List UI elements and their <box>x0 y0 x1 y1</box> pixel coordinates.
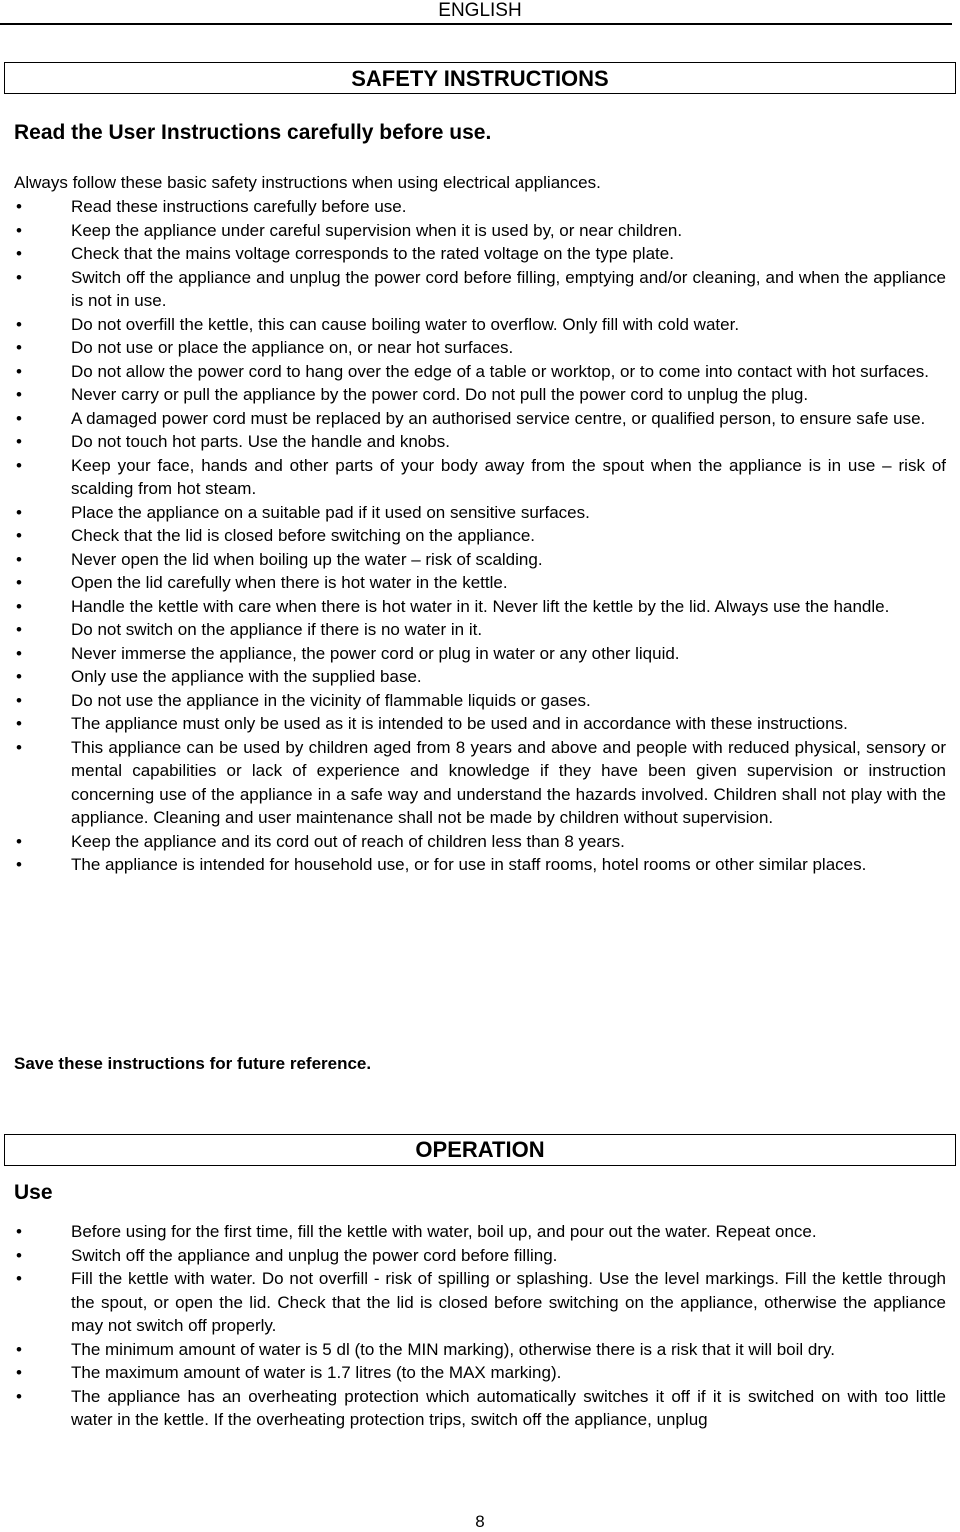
list-item <box>0 618 946 642</box>
list-item <box>0 195 946 219</box>
safety-lead-heading: Read the User Instructions carefully before use. <box>14 121 492 144</box>
bullet-icon: • <box>16 1245 22 1265</box>
list-item <box>0 454 946 501</box>
list-item-text: Do not use the appliance in the vicinity of flammable liquids or gases. <box>71 690 591 710</box>
bullet-icon: • <box>16 314 22 334</box>
list-item <box>0 571 946 595</box>
list-item <box>0 736 946 830</box>
safety-title: SAFETY INSTRUCTIONS <box>351 66 609 91</box>
list-item <box>0 595 946 619</box>
list-item <box>0 313 946 337</box>
list-item <box>0 665 946 689</box>
list-item <box>0 266 946 313</box>
list-item-text: The appliance has an overheating protection which automatically switches it off if it is switched on with too little water in the kettle. If the overheating protection trips, switch off the appliance, unplug <box>71 1386 946 1429</box>
list-item <box>0 219 946 243</box>
operation-subheading: Use <box>14 1181 53 1204</box>
header-divider <box>0 23 952 25</box>
bullet-icon: • <box>16 361 22 381</box>
list-item <box>0 1220 946 1244</box>
bullet-icon: • <box>16 385 22 404</box>
list-item-text: Switch off the appliance and unplug the power cord before filling. <box>71 1245 558 1265</box>
list-item <box>0 712 946 736</box>
list-item <box>0 336 946 360</box>
list-item-text: Do not use or place the appliance on, or near hot surfaces. <box>71 338 514 357</box>
bullet-icon: • <box>16 1386 22 1406</box>
list-item-text: The appliance must only be used as it is intended to be used and in accordance with these instructions. <box>71 714 848 733</box>
bullet-icon: • <box>16 690 22 710</box>
list-item <box>0 524 946 548</box>
list-item-text: Check that the lid is closed before switching on the appliance. <box>71 526 535 545</box>
list-item-text: The appliance is intended for household use, or for use in staff rooms, hotel rooms or other similar places. <box>71 855 867 874</box>
list-item <box>0 430 946 454</box>
list-item-text: Keep your face, hands and other parts of your body away from the spout when the appliance is in use – risk of scalding from hot steam. <box>71 455 946 498</box>
list-item-text: Do not allow the power cord to hang over the edge of a table or worktop, or to come into contact with hot surfaces. <box>71 361 930 381</box>
safety-footer-note: Save these instructions for future reference. <box>14 1054 372 1073</box>
operation-title: OPERATION <box>415 1137 545 1162</box>
bullet-icon: • <box>16 1363 22 1382</box>
list-item-text: Only use the appliance with the supplied base. <box>71 667 422 686</box>
list-item-text: Never immerse the appliance, the power cord or plug in water or any other liquid. <box>71 643 680 663</box>
list-item-text: Do not touch hot parts. Use the handle and knobs. <box>71 432 450 451</box>
list-item-text: Keep the appliance under careful supervision when it is used by, or near children. <box>71 220 683 240</box>
list-item-text: The minimum amount of water is 5 dl (to the MIN marking), otherwise there is a risk that it will boil dry. <box>71 1339 835 1359</box>
list-item <box>0 548 946 572</box>
list-item <box>0 1267 946 1338</box>
bullet-icon: • <box>16 667 22 686</box>
bullet-icon: • <box>16 831 22 851</box>
bullet-icon: • <box>16 1339 22 1359</box>
bullet-icon: • <box>16 549 22 569</box>
list-item <box>0 360 946 384</box>
bullet-icon: • <box>16 1222 22 1241</box>
safety-list <box>0 195 946 877</box>
list-item-text: This appliance can be used by children aged from 8 years and above and people with reduced physical, sensory or mental capabilities or lack of experience and knowledge if they have been given supervision or instruction concerning use of the appliance in a safe way and understand the hazards involved. Children shall not play with the appliance. Cleaning and user maintenance shall not be made by children without supervision. <box>71 737 946 827</box>
operation-list <box>0 1220 946 1432</box>
list-item-text: Handle the kettle with care when there is hot water in it. Never lift the kettle by the lid. Always use the handle. <box>71 596 890 616</box>
list-item-text: Fill the kettle with water. Do not overfill - risk of spilling or splashing. Use the level markings. Fill the kettle through the spout, or open the lid. Check that the lid is closed before switching on the appliance, otherwise the appliance may not switch off properly. <box>71 1269 946 1335</box>
bullet-icon: • <box>16 596 22 616</box>
bullet-icon: • <box>16 338 22 357</box>
list-item-text: Never carry or pull the appliance by the power cord. Do not pull the power cord to unplug the plug. <box>71 385 809 404</box>
list-item <box>0 642 946 666</box>
list-item-text: Check that the mains voltage corresponds to the rated voltage on the type plate. <box>71 244 674 263</box>
list-item-text: Do not switch on the appliance if there is no water in it. <box>71 620 483 639</box>
list-item-text: Do not overfill the kettle, this can cause boiling water to overflow. Only fill with cold water. <box>71 314 740 334</box>
bullet-icon: • <box>16 220 22 240</box>
list-item-text: The maximum amount of water is 1.7 litres (to the MAX marking). <box>71 1363 562 1382</box>
list-item <box>0 830 946 854</box>
page-number: 8 <box>475 1512 485 1531</box>
bullet-icon: • <box>16 643 22 663</box>
list-item-text: Open the lid carefully when there is hot water in the kettle. <box>71 573 508 592</box>
bullet-icon: • <box>16 526 22 545</box>
bullet-icon: • <box>16 455 22 475</box>
bullet-icon: • <box>16 267 22 287</box>
list-item <box>0 407 946 431</box>
list-item <box>0 853 946 877</box>
bullet-icon: • <box>16 573 22 592</box>
list-item <box>0 383 946 407</box>
header-language: ENGLISH <box>438 0 522 21</box>
safety-intro: Always follow these basic safety instructions when using electrical appliances. <box>14 173 601 192</box>
bullet-icon: • <box>16 1269 22 1288</box>
list-item-text: Read these instructions carefully before use. <box>71 197 407 216</box>
list-item <box>0 1338 946 1362</box>
list-item <box>0 1385 946 1432</box>
bullet-icon: • <box>16 197 22 216</box>
list-item <box>0 1361 946 1385</box>
list-item <box>0 1244 946 1268</box>
list-item <box>0 501 946 525</box>
list-item-text: Place the appliance on a suitable pad if it used on sensitive surfaces. <box>71 502 590 522</box>
list-item <box>0 689 946 713</box>
bullet-icon: • <box>16 714 22 733</box>
list-item-text: Switch off the appliance and unplug the power cord before filling, emptying and/or cleaning, and when the appliance is not in use. <box>71 267 946 310</box>
list-item-text: Keep the appliance and its cord out of reach of children less than 8 years. <box>71 831 625 851</box>
list-item-text: Before using for the first time, fill the kettle with water, boil up, and pour out the water. Repeat once. <box>71 1222 817 1241</box>
bullet-icon: • <box>16 244 22 263</box>
list-item-text: Never open the lid when boiling up the water – risk of scalding. <box>71 549 543 569</box>
bullet-icon: • <box>16 620 22 639</box>
bullet-icon: • <box>16 855 22 874</box>
list-item-text: A damaged power cord must be replaced by an authorised service centre, or qualified person, to ensure safe use. <box>71 408 926 428</box>
bullet-icon: • <box>16 737 22 757</box>
list-item <box>0 242 946 266</box>
bullet-icon: • <box>16 502 22 522</box>
bullet-icon: • <box>16 408 22 428</box>
bullet-icon: • <box>16 432 22 451</box>
